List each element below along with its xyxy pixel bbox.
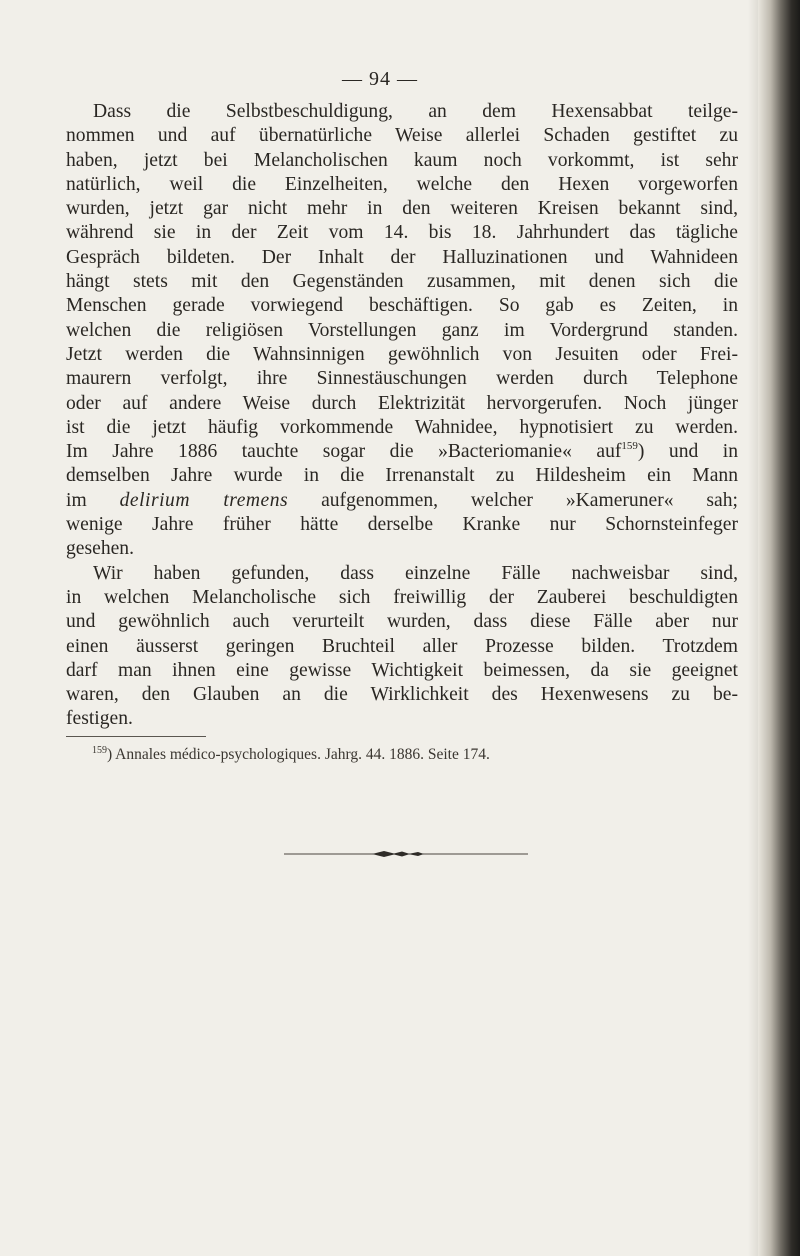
text-line: Jetzt werden die Wahnsinnigen gewöhnlich von Jesuiten oder Frei- bbox=[66, 343, 738, 365]
text-fragment: Im Jahre 1886 tauchte sogar die »Bacteriomanie« auf bbox=[66, 441, 622, 463]
text-line: darf man ihnen eine gewisse Wichtigkeit beimessen, da sie geeignet bbox=[66, 659, 738, 681]
italic-term: delirium tremens bbox=[119, 489, 289, 511]
text-line: in welchen Melancholische sich freiwillig der Zauberei beschuldigten bbox=[66, 586, 738, 608]
footnote bbox=[92, 746, 490, 764]
text-line: oder auf andere Weise durch Elektrizität hervorgerufen. Noch jünger bbox=[66, 392, 738, 414]
text-line: Dass die Selbstbeschuldigung, an dem Hexensabbat teilge- bbox=[93, 101, 738, 122]
text-line: Menschen gerade vorwiegend beschäftigen. So gab es Zeiten, in bbox=[66, 295, 738, 317]
text-line: hängt stets mit den Gegenständen zusammen, mit denen sich die bbox=[66, 271, 738, 293]
text-line: Gespräch bildeten. Der Inhalt der Halluzinationen und Wahnideen bbox=[66, 246, 738, 268]
footnote-reference[interactable]: 159 bbox=[621, 440, 638, 453]
text-line: während sie in der Zeit vom 14. bis 18. Jahrhundert das tägliche bbox=[66, 222, 738, 244]
text-line: einen äusserst geringen Bruchteil aller Prozesse bilden. Trotzdem bbox=[66, 635, 738, 657]
text-line: wurden, jetzt gar nicht mehr in den weiteren Kreisen bekannt sind, bbox=[66, 198, 738, 220]
paragraph-2 bbox=[66, 562, 738, 732]
text-fragment: im bbox=[66, 489, 87, 511]
text-line-italic bbox=[66, 489, 738, 513]
text-line: wenige Jahre früher hätte derselbe Kranke nur Schornsteinfeger bbox=[66, 514, 738, 536]
text-line-footnote-ref bbox=[66, 440, 738, 464]
text-line: haben, jetzt bei Melancholischen kaum noch vorkommt, ist sehr bbox=[66, 149, 738, 171]
page-number: — 94 — bbox=[342, 68, 418, 90]
text-line: demselben Jahre wurde in die Irrenanstalt zu Hildesheim ein Mann bbox=[66, 465, 738, 487]
end-ornament-divider bbox=[284, 849, 528, 859]
text-line: maurern verfolgt, ihre Sinnestäuschungen werden durch Telephone bbox=[66, 368, 738, 390]
text-line: ist die jetzt häufig vorkommende Wahnidee, hypnotisiert zu werden. bbox=[66, 416, 738, 438]
text-fragment: aufgenommen, welcher »Kameruner« sah; bbox=[321, 489, 738, 511]
text-line: festigen. bbox=[66, 708, 133, 730]
text-fragment: ) und in bbox=[637, 441, 739, 463]
text-line: und gewöhnlich auch verurteilt wurden, dass diese Fälle aber nur bbox=[66, 611, 738, 633]
body-text bbox=[66, 100, 738, 732]
text-line: natürlich, weil die Einzelheiten, welche den Hexen vorgeworfen bbox=[66, 173, 738, 195]
paragraph-1 bbox=[66, 100, 738, 562]
book-binding-edge bbox=[758, 0, 800, 1256]
footnote-divider bbox=[66, 736, 206, 737]
text-line: welchen die religiösen Vorstellungen ganz im Vordergrund standen. bbox=[66, 319, 738, 341]
text-line: nommen und auf übernatürliche Weise allerlei Schaden gestiftet zu bbox=[66, 125, 738, 147]
text-line: Wir haben gefunden, dass einzelne Fälle nachweisbar sind, bbox=[93, 562, 738, 584]
footnote-text: ) Annales médico-psychologiques. Jahrg. 44. 1886. Seite 174. bbox=[107, 746, 490, 763]
text-line: gesehen. bbox=[66, 538, 135, 560]
footnote-marker: 159 bbox=[92, 745, 107, 756]
text-line: waren, den Glauben an die Wirklichkeit des Hexenwesens zu be- bbox=[66, 684, 738, 706]
